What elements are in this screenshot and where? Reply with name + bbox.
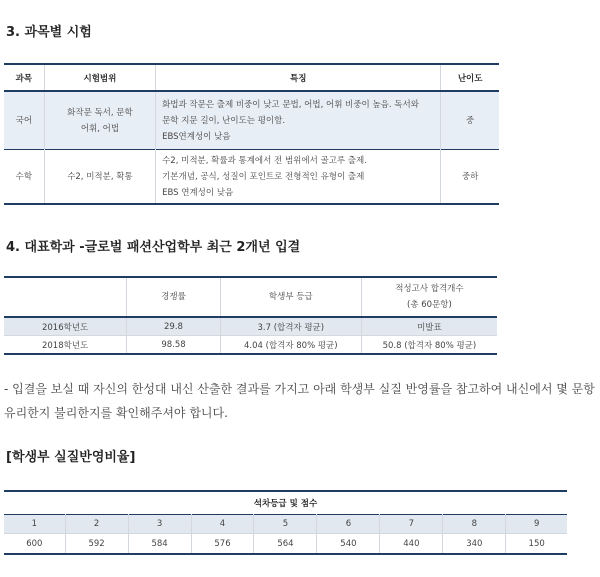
grade-cell: 3.7 (합격자 평균) — [220, 317, 361, 336]
grade-cell: 6 — [317, 515, 380, 534]
grade-cell: 9 — [506, 515, 567, 534]
grade-cell: 2 — [65, 515, 128, 534]
features-cell — [156, 150, 441, 205]
features-cell — [156, 91, 441, 150]
score-cell: 564 — [254, 534, 317, 555]
year-cell: 2018학년도 — [4, 336, 127, 355]
col-header-scope: 시험범위 — [44, 64, 155, 91]
table-row — [4, 336, 497, 355]
col-header-difficulty: 난이도 — [441, 64, 499, 91]
scope-line: 화작문 독서, 문학 — [67, 107, 133, 118]
grade-cell: 4.04 (합격자 80% 평균) — [220, 336, 361, 355]
table-row — [4, 317, 497, 336]
grade-row — [4, 515, 567, 534]
aptitude-cell: 미발표 — [361, 317, 497, 336]
feature-line: 기본개념, 공식, 성질이 포인트로 전형적인 유형이 출제 — [162, 171, 365, 182]
score-cell: 576 — [191, 534, 254, 555]
scope-cell — [44, 91, 155, 150]
col-header-grade: 학생부 등급 — [220, 277, 361, 317]
section-title-subject-exams: 3. 과목별 시험 — [6, 25, 92, 40]
difficulty-cell: 중 — [441, 91, 499, 150]
section-title-admission-results: 4. 대표학과 -글로벌 패션산업학부 최근 2개년 입결 — [6, 240, 301, 255]
col-header-aptitude — [361, 277, 497, 317]
score-cell: 584 — [128, 534, 191, 555]
table-row — [4, 150, 499, 205]
subject-exam-table — [4, 63, 499, 205]
score-cell: 600 — [4, 534, 65, 555]
score-cell: 592 — [65, 534, 128, 555]
competition-cell: 98.58 — [127, 336, 220, 355]
score-cell: 440 — [380, 534, 443, 555]
scope-line: 수2, 미적분, 확통 — [67, 171, 133, 182]
feature-line: 문학 지문 길이, 난이도는 평이함. — [162, 115, 286, 126]
grade-cell: 1 — [4, 515, 65, 534]
competition-cell: 29.8 — [127, 317, 220, 336]
table-row — [4, 91, 499, 150]
grade-cell: 3 — [128, 515, 191, 534]
scope-cell — [44, 150, 155, 205]
grade-score-header: 석차등급 및 점수 — [253, 499, 318, 509]
aptitude-header-subline: (총 60문항) — [407, 300, 452, 310]
feature-line: EBS 연계성이 낮음 — [162, 187, 234, 198]
subject-cell: 국어 — [4, 91, 44, 150]
scope-line: 어휘, 어법 — [80, 123, 120, 134]
grade-cell: 8 — [443, 515, 506, 534]
feature-line: 화법과 작문은 출제 비중이 낮고 문법, 어법, 어휘 비중이 높음. 독서와 — [162, 99, 419, 110]
score-cell: 150 — [506, 534, 567, 555]
year-cell: 2016학년도 — [4, 317, 127, 336]
difficulty-cell: 중하 — [441, 150, 499, 205]
score-row — [4, 534, 567, 555]
grade-cell: 4 — [191, 515, 254, 534]
admission-results-table — [4, 276, 497, 355]
admission-note: - 입결을 보실 때 자신의 한성대 내신 산출한 결과를 가지고 아래 학생부 실질 반영률을 참고하여 내신에서 몇 문항 유리한지 불리한지를 확인해주셔야 합니다. — [4, 382, 595, 420]
col-header-features: 특징 — [156, 64, 441, 91]
grade-score-table — [4, 490, 567, 555]
section-title-grade-ratio: [학생부 실질반영비율] — [6, 450, 136, 465]
col-header-subject: 과목 — [4, 64, 44, 91]
feature-line: EBS연계성이 낮음 — [162, 131, 231, 142]
score-cell: 540 — [317, 534, 380, 555]
col-header-competition: 경쟁률 — [127, 277, 220, 317]
aptitude-header-line: 적성고사 합격개수 — [395, 284, 464, 294]
grade-cell: 7 — [380, 515, 443, 534]
aptitude-cell: 50.8 (합격자 80% 평균) — [361, 336, 497, 355]
col-header-year — [4, 277, 127, 317]
subject-cell: 수학 — [4, 150, 44, 205]
grade-cell: 5 — [254, 515, 317, 534]
score-cell: 340 — [443, 534, 506, 555]
feature-line: 수2, 미적분, 확률과 통계에서 전 범위에서 골고루 출제. — [162, 155, 367, 166]
